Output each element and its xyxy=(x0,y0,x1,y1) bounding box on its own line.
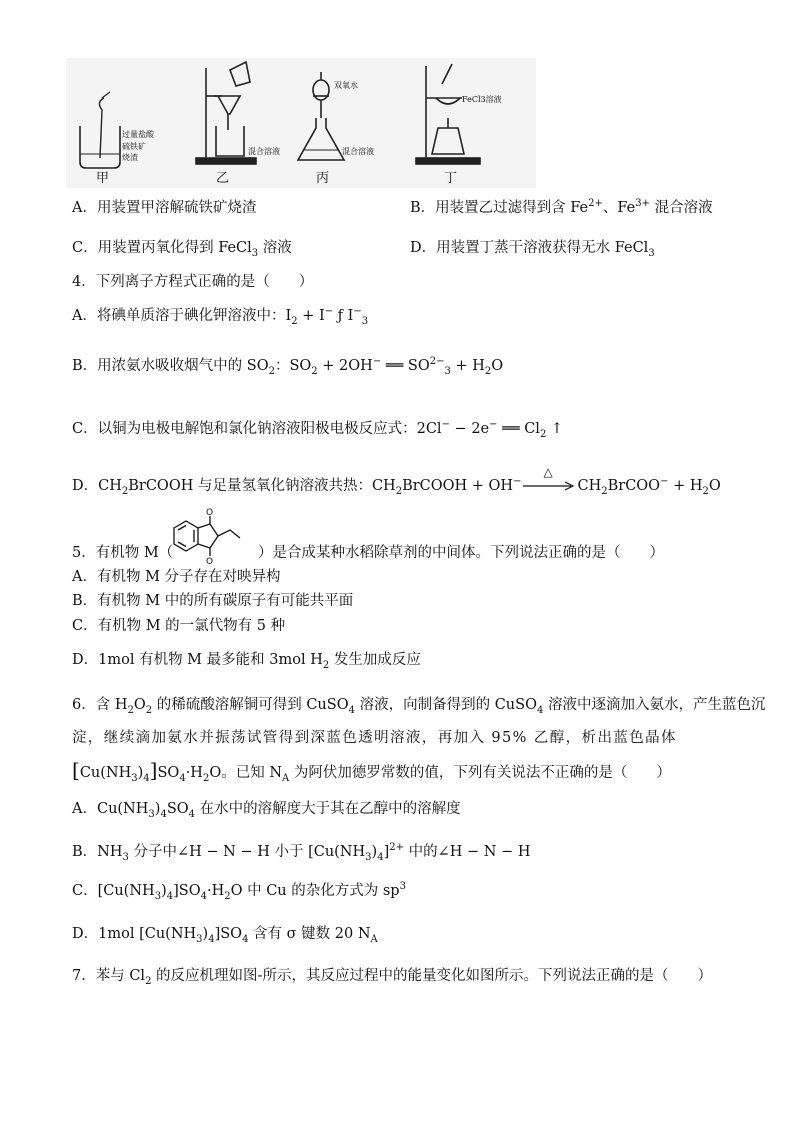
q6-stem-line2: 淀，继续滴加氨水并振荡试管得到深蓝色透明溶液，再加入 95% 乙醇，析出蓝色晶体 xyxy=(72,730,677,746)
q4-option-c: C．以铜为电极电解饱和氯化钠溶液阳极电极反应式：2Cl− − 2e− ══ $Cl_2$ ↑ xyxy=(72,419,564,440)
q5-option-c: C．有机物 M 的一氯代物有 5 种 xyxy=(72,618,286,634)
q5-stem-pre: 5．有机物 M（ xyxy=(72,545,174,561)
yi-annotation: 混合溶液 xyxy=(248,147,280,156)
q3-option-a: A．用装置甲溶解硫铁矿烧渣 xyxy=(72,200,257,216)
q6-option-d: D．1mol $[Cu(NH_3)_4]SO_4$ 含有 σ 键数 20 $N_A$ xyxy=(72,926,378,945)
molecule-m-structure xyxy=(160,508,256,566)
q4-option-a: A．将碘单质溶于碘化钾溶液中：$I_2 + I^-$ ƒ $I^-_3$ xyxy=(72,306,369,327)
label-ding: 丁 xyxy=(444,171,458,186)
q6-option-a: A．$Cu(NH_3)_4SO_4$ 在水中的溶解度大于其在乙醇中的溶解度 xyxy=(72,801,461,820)
q4-stem: 4．下列离子方程式正确的是（ ） xyxy=(72,274,314,290)
heating-arrow xyxy=(521,465,577,496)
q3-option-b: B．用装置乙过滤得到含 $Fe^{2+}$、$Fe^{3+}$ 混合溶液 xyxy=(410,198,713,216)
q4-option-d: D．$CH_2BrCOOH$ 与足量氢氧化钠溶液共热：$CH_2BrCOOH + OH^-$ △ $CH_2BrCOO^- + H_2O$ xyxy=(72,476,721,496)
q5-stem-post: ）是合成某种水稻除草剂的中间体。下列说法正确的是（ ） xyxy=(258,545,664,561)
bing-annotation-2: 混合溶液 xyxy=(342,147,374,156)
apparatus-drawing xyxy=(66,58,536,188)
label-bing: 丙 xyxy=(316,171,330,186)
q6-stem-line1: 6．含 $H_2O_2$ 的稀硫酸溶解铜可得到 CuSO$_4$ 溶液，向制备得到的 CuSO$_4$ 溶液中逐滴加入氨水，产生蓝色沉 xyxy=(72,697,766,716)
ding-annotation: FeCl3溶液 xyxy=(462,95,502,104)
q6-option-c: C．$[Cu(NH_3)_4]SO_4\cdot H_2O$ 中 Cu 的杂化方式为 $sp^3$ xyxy=(72,881,406,902)
jia-annotation-2: 硫铁矿 xyxy=(122,142,146,151)
jia-annotation-1: 过量盐酸 xyxy=(122,130,154,139)
q6-option-b: B．$NH_3$ 分子中∠H − N − H 小于 $[Cu(NH_3)_4]^{2+}$ 中的∠H − N − H xyxy=(72,842,531,863)
q7-stem: 7．苯与 $Cl_2$ 的反应机理如图-所示，其反应过程中的能量变化如图所示。下列说法正确的是（ ） xyxy=(72,968,712,987)
svg-text:O: O xyxy=(206,508,214,518)
jia-annotation-3: 烧渣 xyxy=(122,153,138,162)
reaction-arrow-icon xyxy=(521,476,577,496)
apparatus-figure xyxy=(66,58,536,188)
q5-option-a: A．有机物 M 分子存在对映异构 xyxy=(72,569,281,585)
q3-option-c: C．用装置丙氧化得到 FeCl$_3$ 溶液 xyxy=(72,240,292,259)
label-yi: 乙 xyxy=(216,171,230,186)
q6-stem-line3: $[Cu(NH_3)_4]SO_4\cdot H_2O$。已知 $N_A$ 为阿伏加德罗常数的值，下列有关说法不正确的是（ ） xyxy=(72,758,671,784)
svg-text:O: O xyxy=(206,557,214,566)
heat-symbol: △ xyxy=(543,465,553,479)
q3-option-d: D．用装置丁蒸干溶液获得无水 FeCl$_3$ xyxy=(410,240,655,259)
label-jia: 甲 xyxy=(96,171,110,186)
q4-option-b: B．用浓氨水吸收烟气中的 $SO_2$：$SO_2 + 2OH^-$ ══ $SO^{2-}_3 + H_2O$ xyxy=(72,356,504,377)
q5-option-d: D．1mol 有机物 M 最多能和 3mol $H_2$ 发生加成反应 xyxy=(72,652,421,671)
indandione-structure-icon xyxy=(160,508,256,566)
bing-annotation-1: 双氧水 xyxy=(334,81,358,90)
q5-option-b: B．有机物 M 中的所有碳原子有可能共平面 xyxy=(72,593,354,609)
